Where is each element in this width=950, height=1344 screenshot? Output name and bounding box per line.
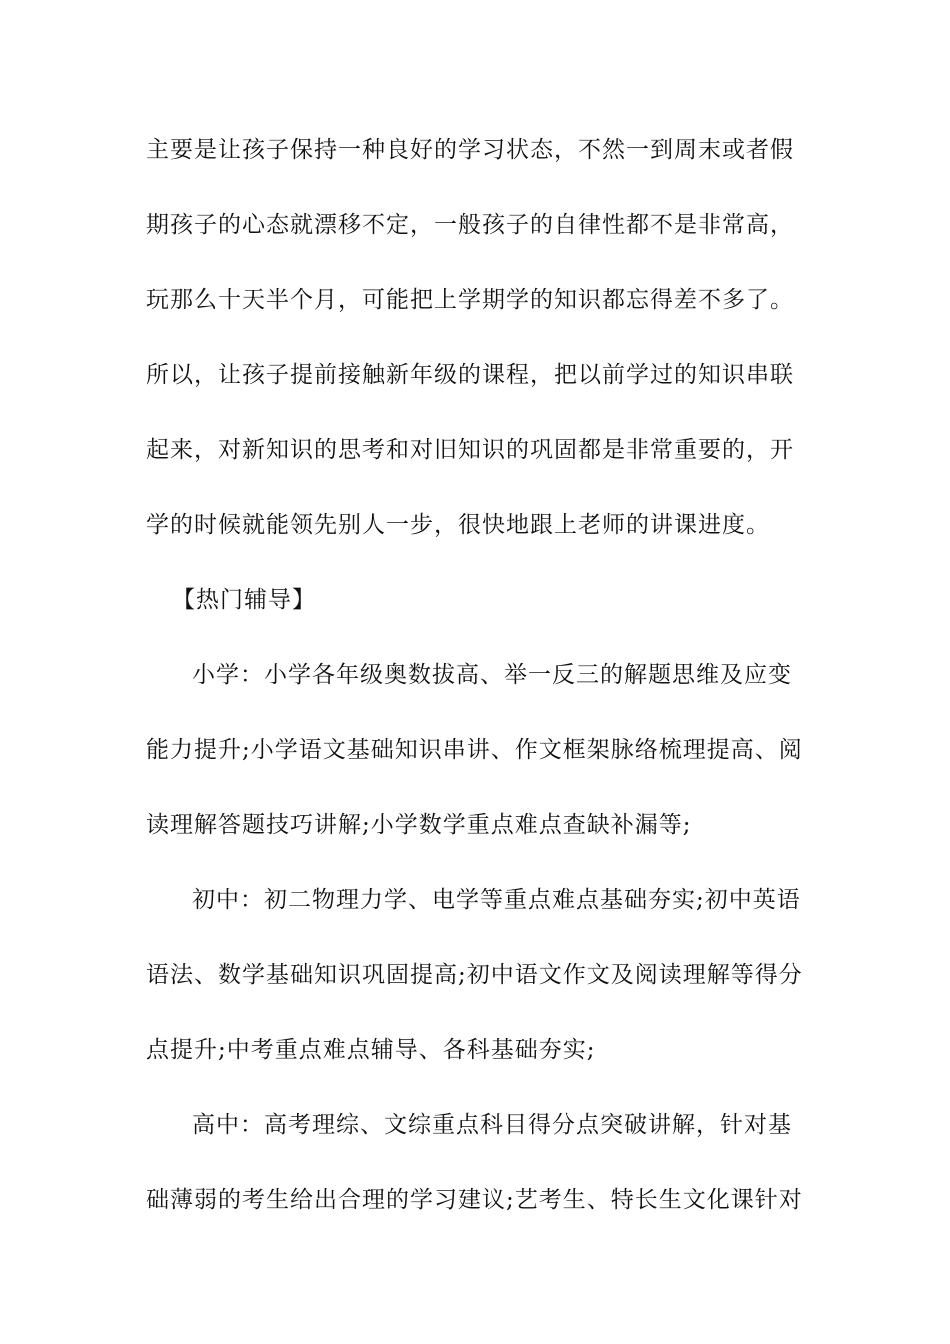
primary-school-line-2: 能力提升;小学语文基础知识串讲、作文框架脉络梳理提高、阅 <box>146 737 803 763</box>
paragraph-line-4: 所以，让孩子提前接触新年级的课程，把以前学过的知识串联 <box>146 362 794 388</box>
high-school-line-2: 础薄弱的考生给出合理的学习建议;艺考生、特长生文化课针对 <box>146 1187 803 1213</box>
paragraph-line-6: 学的时候就能领先别人一步，很快地跟上老师的讲课进度。 <box>146 512 770 538</box>
paragraph-line-3: 玩那么十天半个月，可能把上学期学的知识都忘得差不多了。 <box>146 287 794 313</box>
middle-school-line-1: 初中：初二物理力学、电学等重点难点基础夯实;初中英语 <box>192 887 801 913</box>
high-school-line-1: 高中：高考理综、文综重点科目得分点突破讲解，针对基 <box>192 1112 792 1138</box>
middle-school-line-3: 点提升;中考重点难点辅导、各科基础夯实; <box>146 1037 596 1063</box>
paragraph-line-2: 期孩子的心态就漂移不定，一般孩子的自律性都不是非常高， <box>146 212 794 238</box>
primary-school-line-1: 小学：小学各年级奥数拔高、举一反三的解题思维及应变 <box>192 662 792 688</box>
section-heading: 【热门辅导】 <box>172 587 316 613</box>
paragraph-line-1: 主要是让孩子保持一种良好的学习状态，不然一到周末或者假 <box>146 137 794 163</box>
paragraph-line-5: 起来，对新知识的思考和对旧知识的巩固都是非常重要的，开 <box>146 437 794 463</box>
middle-school-line-2: 语法、数学基础知识巩固提高;初中语文作文及阅读理解等得分 <box>146 962 803 988</box>
primary-school-line-3: 读理解答题技巧讲解;小学数学重点难点查缺补漏等; <box>146 812 692 838</box>
